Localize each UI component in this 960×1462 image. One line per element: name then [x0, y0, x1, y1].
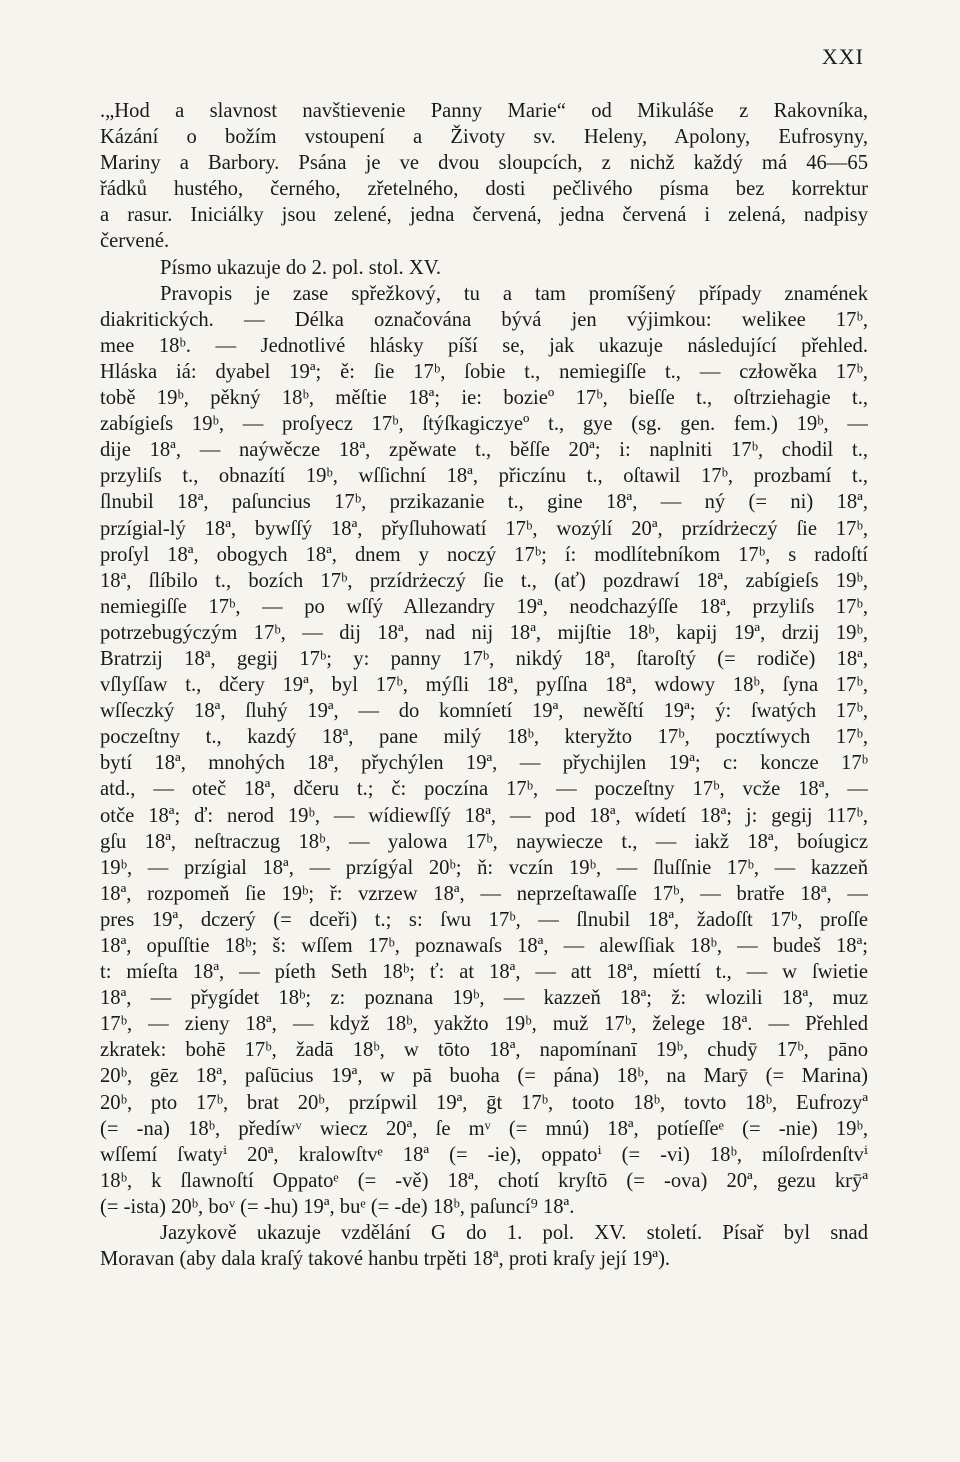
- text-line: zabígieſs 19ᵇ, — proſyecz 17ᵇ, ſtýſkagiczyeº t., gye (sg. gen. fem.) 19ᵇ, —: [100, 413, 868, 436]
- text-line: przígial-lý 18ª, bywſſý 18ª, přyſluhowatí 17ᵇ, wozýlí 20ª, przídrżeczý ſie 17ᵇ,: [100, 517, 868, 540]
- text-line: 20ᵇ, pto 17ᵇ, brat 20ᵇ, przípwil 19ª, ḡt 17ᵇ, tooto 18ᵇ, tovto 18ᵇ, Eufrozyª: [100, 1091, 868, 1114]
- text-line: 18ª, ſlíbilo t., bozích 17ᵇ, przídrżeczý ſie t., (ať) pozdrawí 18ª, zabígieſs 19ᵇ,: [100, 569, 868, 592]
- text-line: przyliſs t., obnazítí 19ᵇ, wſſichní 18ª, přiczínu t., oſtawil 17ᵇ, prozbamí t.,: [100, 465, 868, 488]
- text-line: 18ª, — přygídet 18ᵇ; z: poznana 19ᵇ, — kazzeň 18ª; ž: wlozili 18ª, muz: [100, 987, 868, 1010]
- text-line: dije 18ª, — naýwěcze 18ª, zpěwate t., běſſe 20ª; i: naplniti 17ᵇ, chodil t.,: [100, 439, 868, 462]
- text-line: zkratek: bohē 17ᵇ, žadā 18ᵇ, w tōto 18ª, napomínanī 19ᵇ, chudȳ 17ᵇ, pāno: [100, 1039, 868, 1062]
- text-line: pres 19ª, dczerý (= dceři) t.; s: ſwu 17ᵇ, — ſlnubil 18ª, žadoſſt 17ᵇ, proſſe: [100, 908, 868, 931]
- page-number: XXI: [821, 44, 864, 69]
- text-line: gſu 18ª, neſtraczug 18ᵇ, — yalowa 17ᵇ, naywiecze t., — iakž 18ª, boíugicz: [100, 830, 868, 853]
- text-line: (= -ista) 20ᵇ, boᵛ (= -hu) 19ª, buᵉ (= -de) 18ᵇ, paſuncí⁹ 18ª.: [100, 1195, 575, 1218]
- text-line: diakritických. — Délka označována bývá jen výjimkou: welikee 17ᵇ,: [100, 308, 868, 331]
- text-line: 18ᵇ, k ſlawnoſtí Oppatoᵉ (= -vě) 18ª, chotí kryſtō (= -ova) 20ª, gezu krȳª: [100, 1169, 868, 1192]
- text-line: t: míeſta 18ª, — píeth Seth 18ᵇ; ť: at 18ª, — att 18ª, míettí t., — w ſwietie: [100, 961, 868, 984]
- body-text: [100, 98, 868, 1272]
- text-line: Jazykově ukazuje vzdělání G do 1. pol. XV. století. Písař byl snad: [160, 1222, 868, 1245]
- text-line: a rasur. Iniciálky jsou zelené, jedna červená, jedna červená i zelená, nadpisy: [100, 204, 868, 227]
- text-line: atd., — oteč 18ª, dčeru t.; č: poczína 17ᵇ, — poczeſtny 17ᵇ, vcže 18ª, —: [100, 778, 868, 801]
- text-line: bytí 18ª, mnohých 18ª, přychýlen 19ª, — přychijlen 19ª; c: koncze 17ᵇ: [100, 752, 868, 775]
- text-line: Pravopis je zase spřežkový, tu a tam promíšený případy znamének: [160, 282, 868, 305]
- text-line: (= -na) 18ᵇ, předíwᵛ wiecz 20ª, ſe mᵛ (= mnú) 18ª, potíeſſeᵉ (= -nie) 19ᵇ,: [100, 1117, 868, 1140]
- text-line: Bratrzij 18ª, gegij 17ᵇ; y: panny 17ᵇ, nikdý 18ª, ſtaroſtý (= rodiče) 18ª,: [100, 647, 868, 670]
- text-line: 19ᵇ, — przígial 18ª, — przígýal 20ᵇ; ň: vczín 19ᵇ, — ſluſſnie 17ᵇ, — kazzeň: [100, 856, 868, 879]
- text-line: Hláska iá: dyabel 19ª; ě: ſie 17ᵇ, ſobie t., nemiegiſſe t., — człowěka 17ᵇ,: [100, 360, 868, 383]
- text-line: Písmo ukazuje do 2. pol. stol. XV.: [160, 256, 442, 279]
- text-line: otče 18ª; ď: nerod 19ᵇ, — wídiewſſý 18ª, — pod 18ª, wídetí 18ª; j: gegij 117ᵇ,: [100, 804, 868, 827]
- text-line: řádků hustého, černého, zřetelného, dosti pečlivého písma bez korrektur: [100, 178, 868, 201]
- text-line: .„Hod a slavnost navštievenie Panny Marie“ od Mikuláše z Rakovníka,: [100, 100, 868, 122]
- text-line: vſlyſſaw t., dčery 19ª, byl 17ᵇ, mýſli 18ª, pyſſna 18ª, wdowy 18ᵇ, ſyna 17ᵇ,: [100, 674, 868, 697]
- text-line: tobě 19ᵇ, pěkný 18ᵇ, měſtie 18ª; ie: bozieº 17ᵇ, bieſſe t., oſtrziehagie t.,: [100, 387, 868, 410]
- text-line: ſlnubil 18ª, paſuncius 17ᵇ, przikazanie t., gine 18ª, — ný (= ni) 18ª,: [100, 491, 868, 514]
- text-line: potrzebugýczým 17ᵇ, — dij 18ª, nad nij 18ª, mijſtie 18ᵇ, kapij 19ª, drzij 19ᵇ,: [100, 621, 868, 644]
- text-line: nemiegiſſe 17ᵇ, — po wſſý Allezandry 19ª, neodchazýſſe 18ª, przyliſs 17ᵇ,: [100, 595, 868, 618]
- text-line: červené.: [100, 230, 170, 253]
- text-line: 18ª, rozpomeň ſie 19ᵇ; ř: vzrzew 18ª, — neprzeſtawaſſe 17ᵇ, — bratře 18ª, —: [100, 882, 868, 905]
- text-line: mee 18ᵇ. — Jednotlivé hlásky píší se, jak ukazuje následující přehled.: [100, 334, 868, 357]
- text-line: proſyl 18ª, obogych 18ª, dnem y noczý 17ᵇ; í: modlítebníkom 17ᵇ, s radoſtí: [100, 543, 868, 566]
- text-line: 18ª, opuſſtie 18ᵇ; š: wſſem 17ᵇ, poznawaſs 18ª, — alewſſiak 18ᵇ, — budeš 18ª;: [100, 935, 868, 957]
- text-line: 20ᵇ, gēz 18ª, paſūcius 19ª, w pā buoha (= pána) 18ᵇ, na Marȳ (= Marina): [100, 1065, 868, 1088]
- text-line: Moravan (aby dala kraſý takové hanbu trpěti 18ª, proti kraſy její 19ª).: [100, 1248, 671, 1271]
- text-line: poczeſtny t., kazdý 18ª, pane milý 18ᵇ, kteryžto 17ᵇ, pocztíwych 17ᵇ,: [100, 726, 868, 749]
- text-line: Kázání o božím vstoupení a Životy sv. Heleny, Apolony, Eufrosyny,: [100, 126, 868, 149]
- text-line: Mariny a Barbory. Psána je ve dvou sloupcích, z nichž každý má 46—65: [100, 152, 868, 175]
- text-line: wſſemí ſwatyⁱ 20ª, kralowſtvᵉ 18ª (= -ie), oppatoⁱ (= -vi) 18ᵇ, míloſrdenſtvⁱ: [100, 1143, 868, 1166]
- text-line: 17ᵇ, — zieny 18ª, — když 18ᵇ, yakžto 19ᵇ, muž 17ᵇ, želege 18ª. — Přehled: [100, 1013, 868, 1036]
- text-line: wſſeczký 18ª, ſluhý 19ª, — do komníetí 19ª, newěſtí 19ª; ý: ſwatých 17ᵇ,: [100, 700, 868, 723]
